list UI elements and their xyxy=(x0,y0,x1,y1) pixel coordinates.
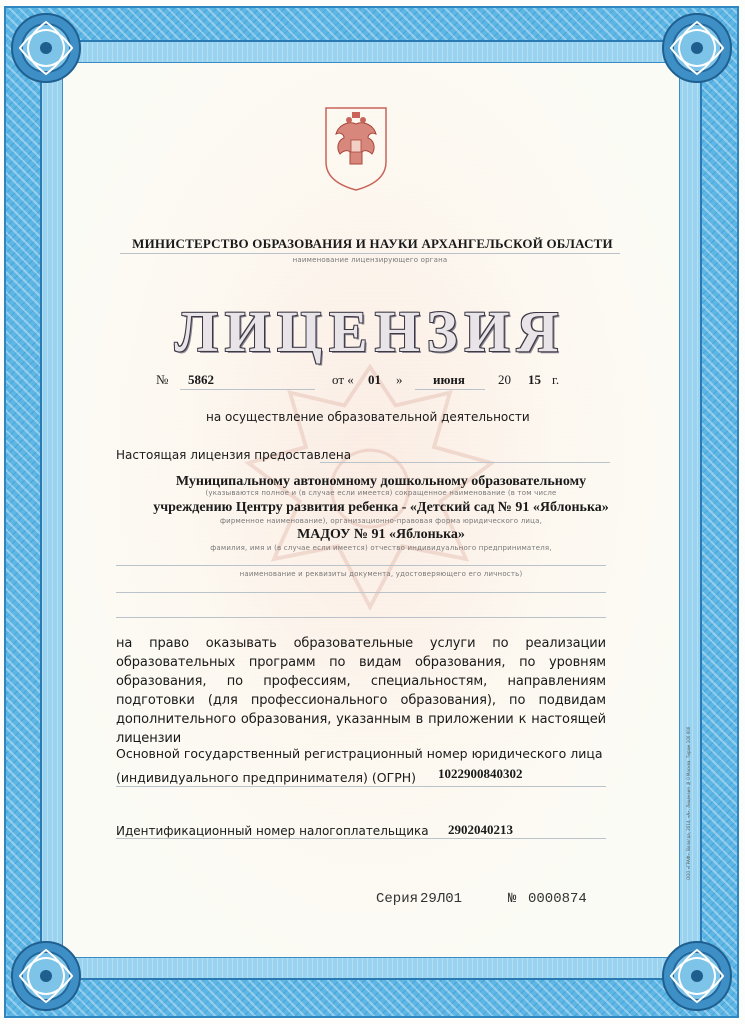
license-number: 5862 xyxy=(188,372,214,387)
underline xyxy=(116,838,606,839)
inn-value: 2902040213 xyxy=(448,822,513,837)
license-rights-text: на право оказывать образовательные услуги по реализации образовательных программ по видам образования, по уровням образования, по профессиям, специальностям, направлениям подготовки (для профессионального образования), по подвидам дополнительного образования, указанным в приложении к настоящей лицензии xyxy=(116,636,606,746)
license-year: 15 xyxy=(528,372,541,387)
underline xyxy=(116,786,606,787)
form-series-value: 29Л01 xyxy=(420,891,463,907)
form-number-value: 0000874 xyxy=(528,891,587,907)
ogrn-label-line-2: (индивидуального предпринимателя) (ОГРН) xyxy=(116,770,417,785)
holder-caption-4: наименование и реквизиты документа, удостоверяющего его личность) xyxy=(239,570,523,578)
coat-of-arms-icon xyxy=(322,104,390,194)
date-day-close: » xyxy=(396,372,403,387)
license-number-label: № xyxy=(156,372,169,387)
issuing-authority-name: МИНИСТЕРСТВО ОБРАЗОВАНИЯ И НАУКИ АРХАНГЕЛЬСКОЙ ОБЛАСТИ xyxy=(132,236,613,251)
underline xyxy=(120,253,620,254)
holder-caption-3: фамилия, имя и (в случае если имеется) отчество индивидуального предпринимателя, xyxy=(210,544,552,552)
printer-imprint: ООО «ГРАФ», Вологда, 2014, «А». Лицензия № 0 Москва. Тираж 100 000 xyxy=(686,726,691,880)
holder-caption-1: (указываются полное и (в случае если имеется) сокращенное наименование (в том числе xyxy=(205,489,557,497)
form-series-label: Серия xyxy=(376,891,419,907)
license-day: 01 xyxy=(368,372,381,387)
inn-label: Идентификационный номер налогоплательщика xyxy=(116,824,429,838)
license-month: июня xyxy=(433,372,465,387)
license-purpose: на осуществление образовательной деятельности xyxy=(206,410,530,424)
holder-name-line-2: учреждению Центру развития ребенка - «Детский сад № 91 «Яблонька» xyxy=(153,500,609,515)
holder-short-name: МАДОУ № 91 «Яблонька» xyxy=(297,527,465,542)
holder-caption-2: фирменное наименование), организационно-правовая форма юридического лица, xyxy=(219,517,543,525)
underline xyxy=(415,389,485,390)
form-number-label: № xyxy=(508,891,517,907)
underline xyxy=(116,617,606,618)
document-title: ЛИЦЕНЗИЯ xyxy=(174,299,566,364)
issuing-authority-caption: наименование лицензирующего органа xyxy=(292,256,448,264)
underline xyxy=(180,389,315,390)
date-from-label: от « xyxy=(332,372,354,387)
underline xyxy=(320,462,610,463)
year-label: г. xyxy=(552,372,560,387)
granted-to-label: Настоящая лицензия предоставлена xyxy=(116,448,352,462)
ogrn-label-line-1: Основной государственный регистрационный номер юридического лица xyxy=(116,746,603,761)
underline xyxy=(116,565,606,566)
corner-ornament-icon xyxy=(0,930,92,1022)
holder-name-line-1: Муниципальному автономному дошкольному образовательному xyxy=(175,474,587,489)
corner-ornament-icon xyxy=(651,2,743,94)
ogrn-value: 1022900840302 xyxy=(438,766,523,781)
corner-ornament-icon xyxy=(0,2,92,94)
corner-ornament-icon xyxy=(651,930,743,1022)
year-prefix: 20 xyxy=(498,372,511,387)
underline xyxy=(116,592,606,593)
